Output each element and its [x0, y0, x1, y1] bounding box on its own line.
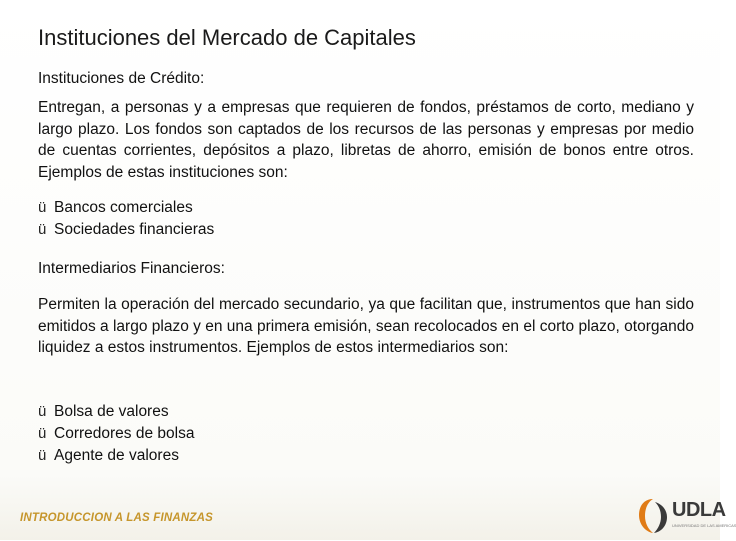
list-item — [38, 219, 214, 241]
list-item-label: Agente de valores — [54, 447, 179, 464]
list-item-label: Corredores de bolsa — [54, 425, 195, 442]
footer-course-title: INTRODUCCION A LAS FINANZAS — [20, 512, 214, 524]
list-item — [38, 423, 194, 445]
examples-list-intermediarios — [38, 401, 194, 467]
section-heading-intermediarios: Intermediarios Financieros: — [38, 260, 225, 277]
list-item — [38, 445, 194, 467]
udla-logo-icon — [636, 496, 670, 536]
checkmark-icon: ü — [38, 447, 47, 464]
section-paragraph-intermediarios: Permiten la operación del mercado secundario, ya que facilitan que, instrumentos que han sido emitidos a largo plazo y en una primera emisión, sean recolocados en el corto plazo, otorgando liquidez a estos instrumentos. Ejemplos de estos intermediarios son: — [38, 296, 694, 356]
checkmark-icon: ü — [38, 425, 47, 442]
logo-subtitle: UNIVERSIDAD DE LAS AMERICAS — [672, 523, 736, 528]
section-paragraph-credito: Entregan, a personas y a empresas que requieren de fondos, préstamos de corto, mediano y largo plazo. Los fondos son captados de los recursos de las personas y empresas por medio de cuentas corrientes, depósitos a plazo, libretas de ahorro, emisión de bonos entre otros. Ejemplos de estas instituciones son: — [38, 99, 694, 181]
checkmark-icon: ü — [38, 403, 47, 420]
list-item-label: Sociedades financieras — [54, 221, 215, 238]
checkmark-icon: ü — [38, 221, 47, 238]
list-item — [38, 401, 194, 423]
checkmark-icon: ü — [38, 199, 47, 216]
list-item-label: Bancos comerciales — [54, 199, 193, 216]
section-heading-credito: Instituciones de Crédito: — [38, 70, 205, 87]
list-item-label: Bolsa de valores — [54, 403, 169, 420]
udla-logo — [636, 496, 736, 536]
examples-list-credito — [38, 197, 214, 241]
list-item — [38, 197, 214, 219]
logo-wordmark: UDLA — [672, 499, 726, 521]
slide-title: Instituciones del Mercado de Capitales — [38, 25, 416, 50]
